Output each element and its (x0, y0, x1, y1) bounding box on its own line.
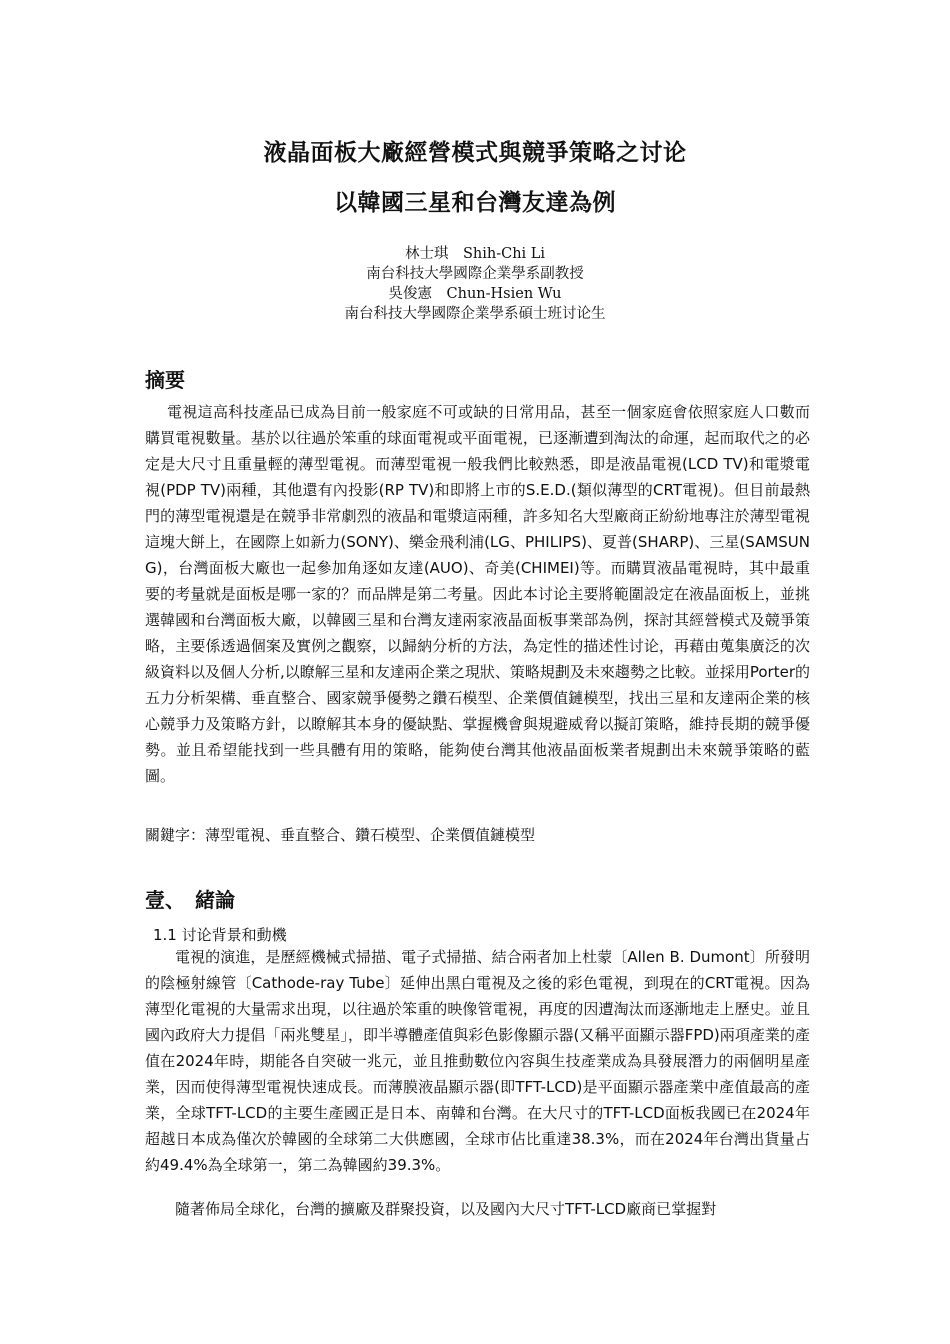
author-name-1: 林士琪 Shih-Chi Li (404, 246, 546, 262)
author-affiliation-2: 南台科技大學國際企業學系碩士班讨论生 (344, 306, 606, 322)
author-name-2: 吳俊憲 Chun-Hsien Wu (388, 286, 562, 302)
intro-paragraph-1: 電視的演進，是歷經機械式掃描、電子式掃描、結合兩者加上杜蒙〔Allen B. Dumont〕所發明的陰極射線管〔Cathode-ray Tube〕延伸出黑白電視及之後的彩色電視，到現在的CRT電視。因為薄型化電視的大量需求出現，以往過於笨重的映像管電視，再度的因遭淘汰而逐漸地走上歷史。並且國內政府大力提倡「兩兆雙星」，即半導體產值與彩色影像顯示器(又稱平面顯示器FPD)兩項產業的產值在2024年時，期能各自突破一兆元，並且推動數位內容與生技產業成為具發展潛力的兩個明星產業，因而使得薄型電視快速成長。而薄膜液晶顯示器(即TFT-LCD)是平面顯示器產業中產值最高的產業，全球TFT-LCD的主要生產國正是日本、南韓和台灣。在大尺寸的TFT-LCD面板我國已在2024年超越日本成為僅次於韓國的全球第二大供應國，全球市佔比重達38.3%，而在2024年台灣出貨量占約49.4%為全球第一，第二為韓國約39.3%。 (145, 948, 810, 1174)
subsection-heading-background: 1.1 讨论背景和動機 (153, 926, 287, 944)
paper-subtitle: 以韓國三星和台灣友達為例 (334, 190, 616, 216)
keywords: 關鍵字：薄型電視、垂直整合、鑽石模型、企業價值鏈模型 (145, 826, 536, 844)
abstract-heading: 摘要 (145, 368, 185, 392)
abstract-body: 電視這高科技產品已成為目前一般家庭不可或缺的日常用品，甚至一個家庭會依照家庭人口數而購買電視數量。基於以往過於笨重的球面電視或平面電視，已逐漸遭到淘汰的命運，起而取代之的必定是大尺寸且重量輕的薄型電視。而薄型電視一般我們比較熟悉，即是液晶電視(LCD TV)和電漿電視(PDP TV)兩種，其他還有內投影(RP TV)和即將上市的S.E.D.(類似薄型的CRT電視)。但目前最熱門的薄型電視還是在競爭非常劇烈的液晶和電漿這兩種，許多知名大型廠商正紛紛地專注於薄型電視這塊大餅上，在國際上如新力(SONY)、樂金飛利浦(LG、PHILIPS)、夏普(SHARP)、三星(SAMSUNG)，台灣面板大廠也一起參加角逐如友達(AUO)、奇美(CHIMEI)等。而購買液晶電視時，其中最重要的考量就是面板是哪一家的？而品牌是第二考量。因此本讨论主要將範圍設定在液晶面板上，並挑選韓國和台灣面板大廠，以韓國三星和台灣友達兩家液晶面板事業部為例，探討其經營模式及競爭策略，主要係透過個案及實例之觀察，以歸納分析的方法，為定性的描述性讨论，再藉由蒐集廣泛的次級資料以及個人分析,以瞭解三星和友達兩企業之現狀、策略規劃及未來趨勢之比較。並採用Porter的五力分析架構、垂直整合、國家競爭優勢之鑽石模型、企業價值鏈模型，找出三星和友達兩企業的核心競爭力及策略方針，以瞭解其本身的優缺點、掌握機會與規避威脅以擬訂策略，維持長期的競爭優勢。並且希望能找到一些具體有用的策略，能夠使台灣其他液晶面板業者規劃出未來競爭策略的藍圖。 (145, 403, 810, 785)
author-affiliation-1: 南台科技大學國際企業學系副教授 (366, 266, 584, 282)
paper-title: 液晶面板大廠經營模式與競爭策略之讨论 (263, 140, 687, 166)
intro-paragraph-2: 隨著佈局全球化，台灣的擴廠及群聚投資，以及國內大尺寸TFT-LCD廠商已掌握對 (175, 1200, 717, 1218)
author-block (0, 244, 950, 324)
section-heading-introduction: 壹、 緒論 (145, 888, 235, 912)
